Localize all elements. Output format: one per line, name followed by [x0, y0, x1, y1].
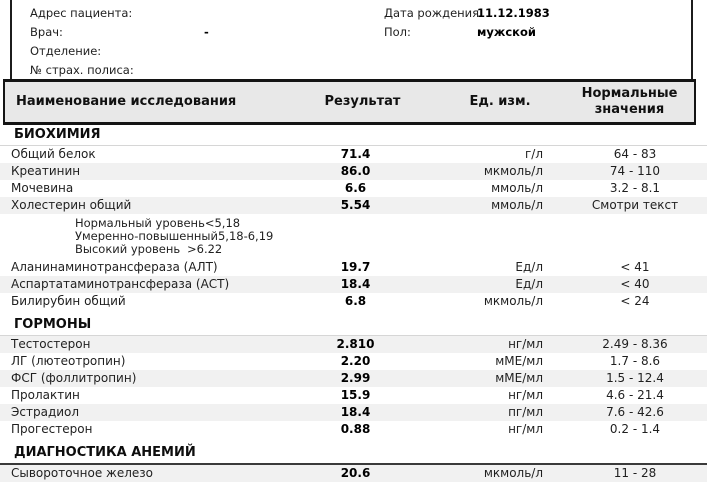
unit-cell: мкмоль/л: [483, 466, 543, 480]
unit-cell: мМЕ/мл: [495, 371, 543, 385]
range-cell: < 40: [620, 277, 650, 291]
column-header-units: Ед. изм.: [469, 94, 531, 110]
doctor-row: [30, 23, 209, 42]
result-cell: 19.7: [340, 260, 371, 274]
test-name-cell: Аланинаминотрансфераза (АЛТ): [11, 260, 218, 274]
table-row: [0, 465, 707, 482]
department-label: Отделение:: [30, 44, 102, 58]
range-cell: 0.2 - 1.4: [609, 422, 661, 436]
range-cell: 3.2 - 8.1: [609, 181, 661, 195]
unit-cell: мМЕ/мл: [495, 354, 543, 368]
section-header: ГОРМОНЫ: [0, 310, 707, 336]
patient-info-section: [10, 0, 693, 79]
table-row: [0, 146, 707, 163]
unit-cell: Ед/л: [515, 260, 543, 274]
results-table-body: [0, 125, 707, 482]
test-name-cell: Холестерин общий: [11, 198, 132, 212]
patient-info-right-column: [384, 4, 550, 42]
result-cell: 5.54: [340, 198, 371, 212]
test-name-cell: Общий белок: [11, 147, 96, 161]
doctor-value: -: [204, 25, 209, 39]
range-cell: < 41: [620, 260, 650, 274]
section-header: БИОХИМИЯ: [0, 125, 707, 146]
result-cell: 2.20: [340, 354, 371, 368]
test-name-cell: ЛГ (лютеотропин): [11, 354, 126, 368]
department-row: [30, 42, 209, 61]
result-cell: 71.4: [340, 147, 371, 161]
result-cell: 86.0: [340, 164, 371, 178]
patient-address-row: [30, 4, 209, 23]
table-row: [0, 404, 707, 421]
sex-row: [384, 23, 550, 42]
note-label: Нормальный уровень: [75, 216, 205, 230]
result-cell: 20.6: [340, 466, 371, 480]
patient-address-label: Адрес пациента:: [30, 6, 133, 20]
sex-label: Пол:: [384, 25, 411, 39]
table-row: [0, 197, 707, 214]
table-row: [0, 421, 707, 438]
insurance-policy-label: № страх. полиса:: [30, 63, 134, 77]
table-row: [0, 370, 707, 387]
test-name-cell: ФСГ (фоллитропин): [11, 371, 137, 385]
table-row: [0, 163, 707, 180]
test-name-cell: Аспартатаминотрансфераза (АСТ): [11, 277, 230, 291]
note-label: Умеренно-повышенный: [75, 229, 218, 243]
cholesterol-note-line: [75, 243, 707, 256]
range-cell: 1.5 - 12.4: [606, 371, 664, 385]
range-cell: 74 - 110: [609, 164, 661, 178]
range-cell: 11 - 28: [613, 466, 657, 480]
result-cell: 6.8: [344, 294, 367, 308]
table-row: [0, 353, 707, 370]
birth-date-label: Дата рождения:: [384, 6, 483, 20]
doctor-label: Врач:: [30, 25, 63, 39]
result-cell: 18.4: [340, 405, 371, 419]
range-cell: 64 - 83: [613, 147, 657, 161]
test-name-cell: Прогестерон: [11, 422, 93, 436]
birth-date-row: [384, 4, 550, 23]
result-cell: 2.99: [340, 371, 371, 385]
range-cell: 7.6 - 42.6: [606, 405, 664, 419]
range-cell: 4.6 - 21.4: [606, 388, 664, 402]
unit-cell: мкмоль/л: [483, 164, 543, 178]
test-name-cell: Пролактин: [11, 388, 80, 402]
unit-cell: нг/мл: [508, 422, 543, 436]
test-name-cell: Мочевина: [11, 181, 74, 195]
table-row: [0, 336, 707, 353]
range-cell: 2.49 - 8.36: [602, 337, 668, 351]
table-row: [0, 180, 707, 197]
test-name-cell: Сывороточное железо: [11, 466, 154, 480]
note-label: Высокий уровень: [75, 242, 181, 256]
table-row: [0, 387, 707, 404]
column-header-test-name: Наименование исследования: [16, 94, 237, 110]
birth-date-value: 11.12.1983: [477, 6, 550, 20]
note-value: >6.22: [187, 242, 223, 256]
note-value: 5,18-6,19: [217, 229, 274, 243]
table-row: [0, 276, 707, 293]
range-cell: Смотри текст: [591, 198, 679, 212]
result-cell: 2.810: [336, 337, 375, 351]
unit-cell: нг/мл: [508, 388, 543, 402]
unit-cell: пг/мл: [508, 405, 543, 419]
insurance-policy-row: [30, 61, 209, 80]
unit-cell: мкмоль/л: [483, 294, 543, 308]
column-header-result: Результат: [324, 94, 401, 110]
test-name-cell: Билирубин общий: [11, 294, 126, 308]
result-cell: 15.9: [340, 388, 371, 402]
unit-cell: ммоль/л: [491, 181, 543, 195]
result-cell: 6.6: [344, 181, 367, 195]
section-header: ДИАГНОСТИКА АНЕМИЙ: [0, 438, 707, 465]
unit-cell: нг/мл: [508, 337, 543, 351]
table-row: [0, 293, 707, 310]
table-row: [0, 259, 707, 276]
test-name-cell: Тестостерон: [11, 337, 91, 351]
result-cell: 18.4: [340, 277, 371, 291]
range-cell: 1.7 - 8.6: [609, 354, 661, 368]
test-name-cell: Эстрадиол: [11, 405, 80, 419]
result-cell: 0.88: [340, 422, 371, 436]
unit-cell: г/л: [524, 147, 543, 161]
test-name-cell: Креатинин: [11, 164, 81, 178]
patient-info-left-column: [30, 4, 209, 80]
range-cell: < 24: [620, 294, 650, 308]
cholesterol-note: [0, 214, 707, 259]
unit-cell: ммоль/л: [491, 198, 543, 212]
sex-value: мужской: [477, 25, 536, 39]
column-header-normal-values: Нормальные значения: [581, 86, 678, 117]
note-value: <5,18: [204, 216, 241, 230]
unit-cell: Ед/л: [515, 277, 543, 291]
results-table-header: [3, 79, 696, 125]
